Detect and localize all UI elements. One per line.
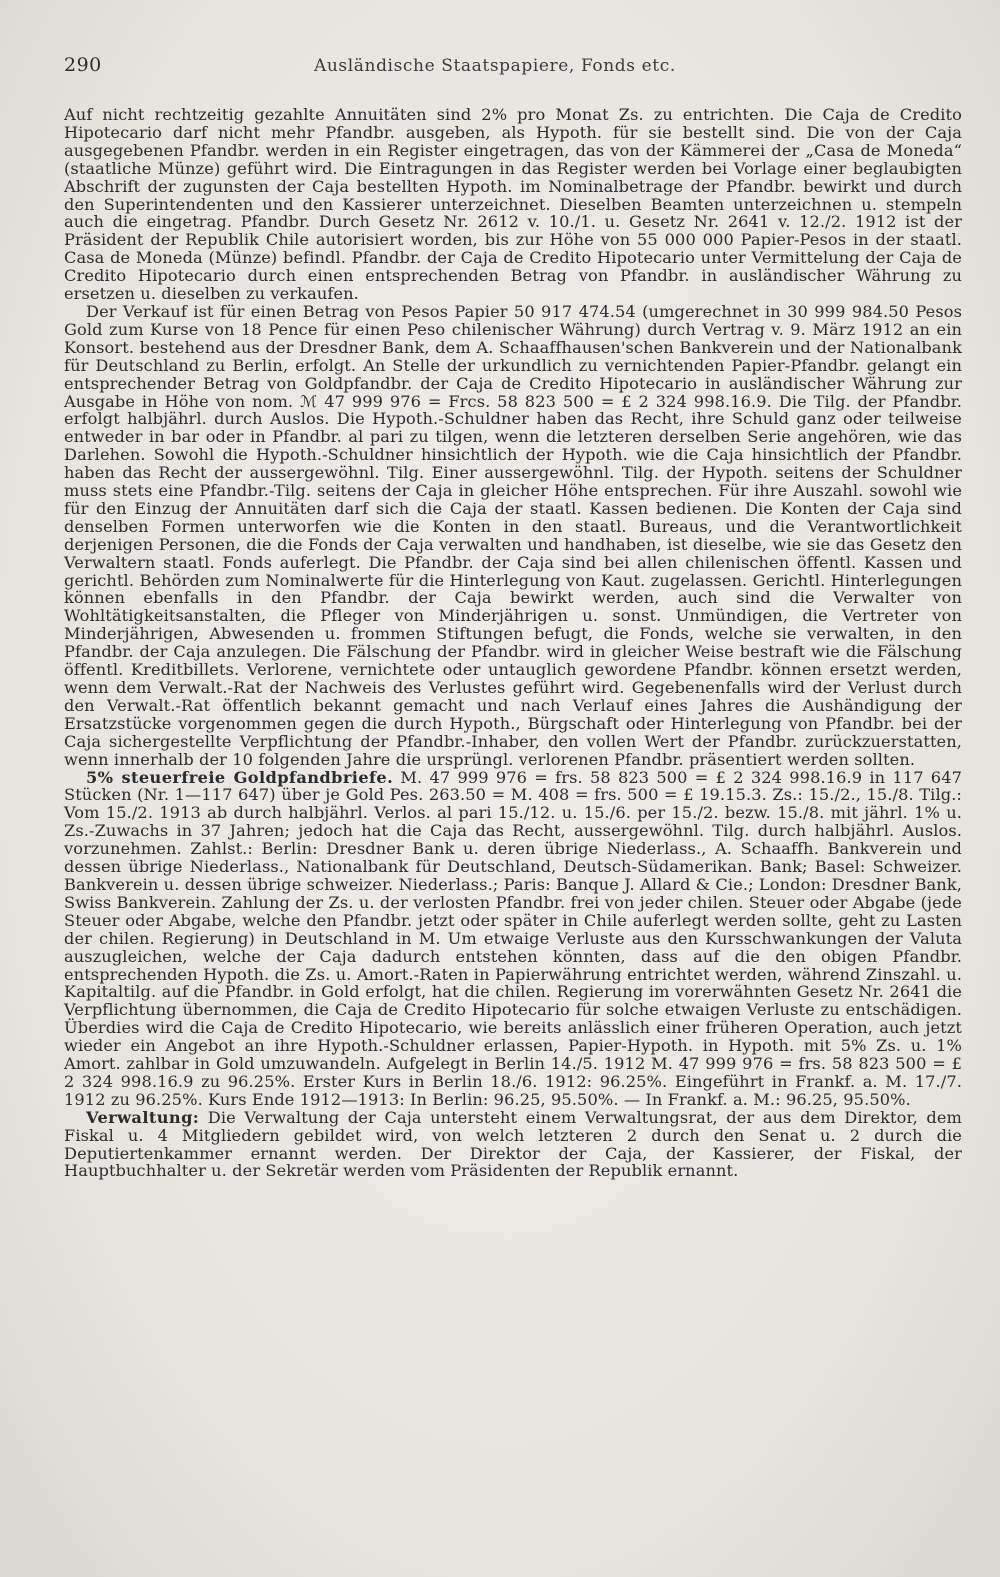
paragraph-text: M. 47 999 976 = frs. 58 823 500 = £ 2 324 998.16.9 in 117 647 Stücken (Nr. 1—117 647) über je Gold Pes. 263.50 = M. 408 = frs. 500 = £ 19.15.3. Zs.: 15./2., 15./8. Tilg.: Vom 15./2. 1913 ab durch halbjährl. Verlos. al pari 15./12. u. 15./6. per 15./2. bezw. 15./8. mit jährl. 1% u. Zs.-Zuwachs in 37 Jahren; jedoch hat die Caja das Recht, aussergewöhnl. Tilg. durch halbjährl. Auslos. vorzunehmen. Zahlst.: Berlin: Dresdner Bank u. deren übrige Niederlass., A. Schaaffh. Bankverein und dessen übrige Niederlass., Nationalbank für Deutschland, Deutsch-Südamerikan. Bank; Basel: Schweizer. Bankverein u. dessen übrige schweizer. Niederlass.; Paris: Banque J. Allard & Cie.; London: Dresdner Bank, Swiss Bankverein. Zahlung der Zs. u. der verlosten Pfandbr. frei von jeder chilen. Steuer oder Abgabe (jede Steuer oder Abgabe, welche den Pfandbr. jetzt oder später in Chile auferlegt werden sollte, geht zu Lasten der chilen. Regierung) in Deutschland in M. Um etwaige Verluste aus den Kursschwankungen der Valuta auszugleichen, welche der Caja dadurch entstehen könnten, dass auf die den obigen Pfandbr. entsprechenden Hypoth. die Zs. u. Amort.-Raten in Papierwährung entrichtet werden, während Zinszahl. u. Kapitaltilg. auf die Pfandbr. in Gold erfolgt, hat die chilen. Regierung im vorerwähnten Gesetz Nr. 2641 die Verpflichtung übernommen, die Caja de Credito Hipotecario für solche etwaigen Verluste zu entschädigen. Überdies wird die Caja de Credito Hipotecario, wie bereits anlässlich einer früheren Operation, auch jetzt wieder ein Angebot an ihre Hypoth.-Schuldner erlassen, Papier-Hypoth. in Hypoth. mit 5% Zs. u. 1% Amort. zahlbar in Gold umzuwandeln. Aufgelegt in Berlin 14./5. 1912 M. 47 999 976 = frs. 58 823 500 = £ 2 324 998.16.9 zu 96.25%. Erster Kurs in Berlin 18./6. 1912: 96.25%. Eingeführt in Frankf. a. M. 17./7. 1912 zu 96.25%. Kurs Ende 1912—1913: In Berlin: 96.25, 95.50%. — In Frankf. a. M.: 96.25, 95.50%. (64, 767, 963, 1109)
paragraph-text: Auf nicht rechtzeitig gezahlte Annuitäten sind 2% pro Monat Zs. zu entrichten. Die Caja de Credito Hipotecario darf nicht mehr Pfandbr. ausgeben, als Hypoth. für sie bestellt sind. Die von der Caja ausgegebenen Pfandbr. werden in ein Register eingetragen, das von der Kämmerei der „Casa de Moneda“ (staatliche Münze) geführt wird. Die Eintragungen in das Register werden bei Vorlage einer beglaubigten Abschrift der zugunsten der Caja bestellten Hypoth. im Nominalbetrage der Pfandbr. bewirkt und durch den Superintendenten und den Kassierer unterzeichnet. Dieselben Beamten unterzeichnen u. stempeln auch die eingetrag. Pfandbr. Durch Gesetz Nr. 2612 v. 10./1. u. Gesetz Nr. 2641 v. 12./2. 1912 ist der Präsident der Republik Chile autorisiert worden, bis zur Höhe von 55 000 000 Papier-Pesos in der staatl. Casa de Moneda (Münze) befindl. Pfandbr. der Caja de Credito Hipotecario unter Vermittelung der Caja de Credito Hipotecario durch einen entsprechenden Betrag von Pfandbr. in ausländischer Währung zu ersetzen u. dieselben zu verkaufen. (64, 105, 962, 304)
running-head: Ausländische Staatspapiere, Fonds etc. (314, 56, 676, 76)
paragraph-annuities (64, 106, 962, 303)
paragraph-gold-bonds (64, 769, 962, 1109)
paragraph-text: Der Verkauf ist für einen Betrag von Pesos Papier 50 917 474.54 (umgerechnet in 30 999 984.50 Pesos Gold zum Kurse von 18 Pence für einen Peso chilenischer Währung) durch Vertrag v. 9. März 1912 an ein Konsort. bestehend aus der Dresdner Bank, dem A. Schaaffhausen'schen Bankverein und der Nationalbank für Deutschland zu Berlin, erfolgt. An Stelle der urkundlich zu vernichtenden Papier-Pfandbr. gelangt ein entsprechender Betrag von Goldpfandbr. der Caja de Credito Hipotecario in ausländischer Währung zur Ausgabe in Höhe von nom. ℳ 47 999 976 = Frcs. 58 823 500 = £ 2 324 998.16.9. Die Tilg. der Pfandbr. erfolgt halbjährl. durch Auslos. Die Hypoth.-Schuldner haben das Recht, ihre Schuld ganz oder teilweise entweder in bar oder in Pfandbr. al pari zu tilgen, wenn die letzteren derselben Serie angehören, wie das Darlehen. Sowohl die Hypoth.-Schuldner hinsichtlich der Hypoth. wie die Caja hinsichtlich der Pfandbr. haben das Recht der aussergewöhnl. Tilg. Einer aussergewöhnl. Tilg. der Hypoth. seitens der Schuldner muss stets eine Pfandbr.-Tilg. seitens der Caja in gleicher Höhe entsprechen. Für ihre Auszahl. sowohl wie für den Einzug der Annuitäten darf sich die Caja der staatl. Kassen bedienen. Die Konten der Caja sind denselben Formen unterworfen wie die Konten in den staatl. Bureaus, und die Verantwortlichkeit derjenigen Personen, die die Fonds der Caja verwalten und handhaben, ist dieselbe, wie sie das Gesetz den Verwaltern staatl. Fonds auferlegt. Die Pfandbr. der Caja sind bei allen chilenischen öffentl. Kassen und gerichtl. Behörden zum Nominalwerte für die Hinterlegung von Kaut. zugelassen. Gerichtl. Hinterlegungen können ebenfalls in den Pfandbr. der Caja bewirkt werden, auch sind die Verwalter von Wohltätigkeitsanstalten, die Pfleger von Minderjährigen u. sonst. Unmündigen, die Vertreter von Minderjährigen, Abwesenden u. frommen Stiftungen befugt, die Fonds, welche sie verwalten, in den Pfandbr. der Caja anzulegen. Die Fälschung der Pfandbr. wird in gleicher Weise bestraft wie die Fälschung öffentl. Kreditbillets. Verlorene, vernichtete oder untauglich gewordene Pfandbr. können ersetzt werden, wenn dem Verwalt.-Rat der Nachweis des Verlustes geführt wird. Gegebenenfalls wird der Verlust durch den Verwalt.-Rat öffentlich bekannt gemacht und nach Verlauf eines Jahres die Aushändigung der Ersatzstücke vorgenommen gegen die durch Hypoth., Bürgschaft oder Hinterlegung von Pfandbr. bei der Caja sichergestellte Verpflichtung der Pfandbr.-Inhaber, den vollen Wert der Pfandbr. zurückzuerstatten, wenn innerhalb der 10 folgenden Jahre die ursprüngl. verlorenen Pfandbr. präsentiert werden sollten. (64, 301, 962, 769)
paragraph-heading: Verwaltung: (86, 1107, 200, 1127)
body-text (64, 106, 962, 1180)
page-number: 290 (64, 54, 102, 76)
paragraph-text: Die Verwaltung der Caja untersteht einem Verwaltungsrat, der aus dem Direktor, dem Fiskal u. 4 Mitgliedern gebildet wird, von welch letzteren 2 durch den Senat u. 2 durch die Deputiertenkammer ernannt werden. Der Direktor der Caja, der Kassierer, der Fiskal, der Hauptbuchhalter u. der Sekretär werden vom Präsidenten der Republik ernannt. (64, 1107, 962, 1181)
page-header (64, 54, 962, 84)
paragraph-sale (64, 303, 962, 769)
paragraph-administration (64, 1109, 962, 1181)
paragraph-heading: 5% steuerfreie Goldpfandbriefe. (86, 767, 394, 787)
